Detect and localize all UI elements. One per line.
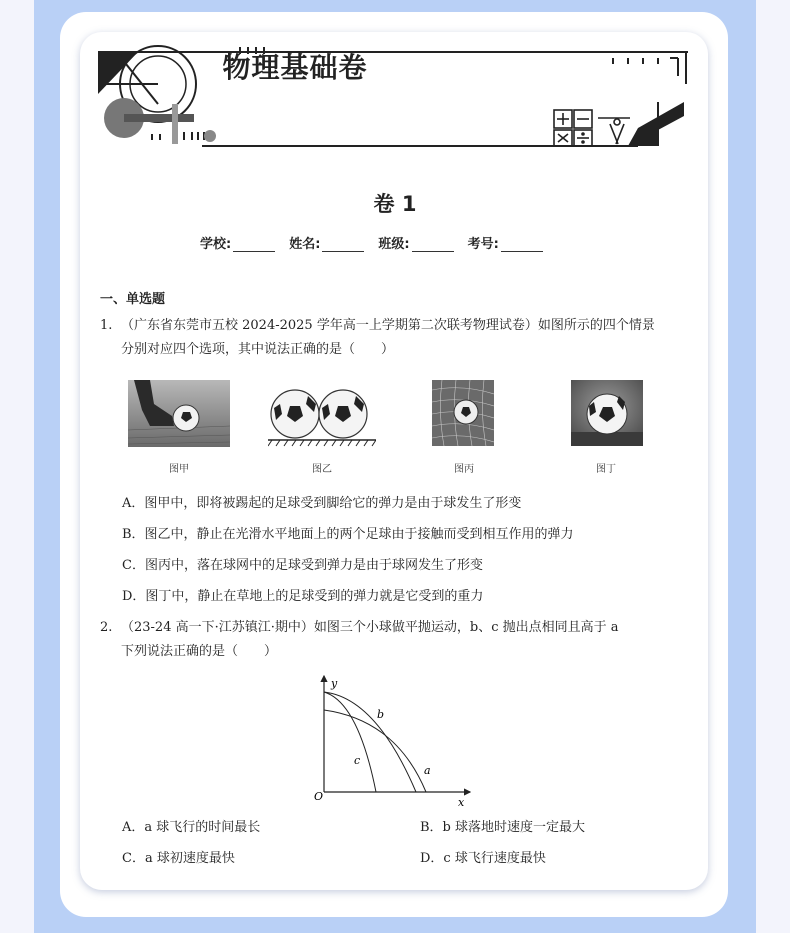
question-1 (100, 314, 700, 362)
photo-kick-image (128, 380, 230, 447)
school-blank (233, 239, 275, 252)
question-number: 2. (100, 620, 113, 635)
class-blank (412, 239, 454, 252)
x-label: x (458, 796, 465, 809)
ball-in-net-image (432, 380, 494, 446)
question-stem-line: 下列说法正确的是（ ） (121, 644, 278, 659)
number-label: 考号: (467, 237, 499, 252)
title-banner (98, 44, 688, 156)
banner-title: 物理基础卷 (222, 51, 368, 84)
school-field (200, 233, 275, 252)
paper-title: 卷 1 (373, 192, 417, 216)
caption-yi: 图乙 (312, 464, 332, 475)
question-stem-line: （23-24 高一下·江苏镇江·期中）如图三个小球做平抛运动，b、c 抛出点相同且高于 a (121, 620, 619, 635)
number-field (468, 233, 543, 252)
class-field (378, 233, 453, 252)
name-blank (322, 239, 364, 252)
name-field (289, 233, 364, 252)
student-info-row (200, 233, 543, 252)
y-label: y (331, 677, 338, 690)
trajectory-c (324, 692, 376, 792)
section-title: 一、单选题 (100, 292, 166, 307)
q1-option-b: B．图乙中，静止在光滑水平地面上的两个足球由于接触而受到相互作用的弹力 (122, 527, 574, 542)
question-number: 1. (100, 318, 113, 333)
q2-option-d: D．c 球飞行速度最快 (420, 851, 546, 866)
ball-on-grass-image (571, 380, 643, 446)
question-stem (121, 616, 700, 664)
q2-option-b: B．b 球落地时速度一定最大 (420, 820, 586, 835)
caption-bing: 图丙 (454, 464, 474, 475)
number-blank (501, 239, 543, 252)
school-label: 学校: (200, 237, 232, 252)
curve-b-label: b (377, 708, 385, 721)
page-background-right (756, 0, 790, 933)
question-stem (121, 314, 700, 362)
question-2 (100, 616, 700, 664)
class-label: 班级: (378, 237, 410, 252)
q2-option-a: A．a 球飞行的时间最长 (122, 820, 261, 835)
q2-option-c: C．a 球初速度最快 (122, 851, 235, 866)
name-label: 姓名: (289, 237, 321, 252)
q1-option-d: D．图丁中，静止在草地上的足球受到的弹力就是它受到的重力 (122, 589, 484, 604)
projectile-diagram (306, 672, 476, 810)
caption-jia: 图甲 (169, 464, 189, 475)
question-stem-line: 分别对应四个选项，其中说法正确的是（ ） (121, 342, 395, 357)
q1-option-c: C．图丙中，落在球网中的足球受到弹力是由于球网发生了形变 (122, 558, 483, 573)
question-stem-line: （广东省东莞市五校 2024-2025 学年高一上学期第二次联考物理试卷）如图所示的四个情景 (121, 318, 655, 333)
trajectory-b (324, 692, 416, 792)
page-background-left (0, 0, 34, 933)
curve-c-label: c (354, 754, 361, 767)
two-balls-image (268, 386, 376, 448)
origin-label: O (314, 790, 324, 803)
curve-a-label: a (424, 764, 431, 777)
q1-option-a: A．图甲中，即将被踢起的足球受到脚给它的弹力是由于球发生了形变 (122, 496, 522, 511)
caption-ding: 图丁 (596, 464, 616, 475)
